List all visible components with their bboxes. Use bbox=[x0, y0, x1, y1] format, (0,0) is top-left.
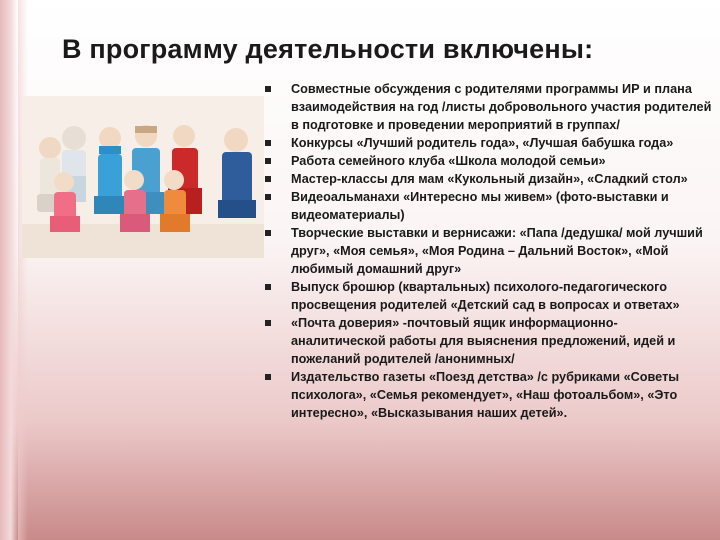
list-item: Конкурсы «Лучший родитель года», «Лучшая бабушка года» bbox=[262, 134, 712, 152]
square-bullet-icon bbox=[265, 320, 271, 326]
square-bullet-icon bbox=[265, 284, 271, 290]
square-bullet-icon bbox=[265, 230, 271, 236]
list-item: «Почта доверия» -почтовый ящик информационно-аналитической работы для выяснения предложений, идей и пожеланий родителей /анонимных/ bbox=[262, 314, 712, 368]
left-decorative-band bbox=[0, 0, 18, 540]
list-item: Издательство газеты «Поезд детства» /с рубриками «Советы психолога», «Семья рекомендует», «Наш фотоальбом», «Это интересно», «Высказывания наших детей». bbox=[262, 368, 712, 422]
square-bullet-icon bbox=[265, 86, 271, 92]
list-item: Творческие выставки и вернисажи: «Папа /дедушка/ мой лучший друг», «Моя семья», «Моя Родина – Дальний Восток», «Мой любимый домашний друг» bbox=[262, 224, 712, 278]
left-decorative-band-inner bbox=[18, 0, 28, 540]
list-item: Видеоальманахи «Интересно мы живем» (фото-выставки и видеоматериалы) bbox=[262, 188, 712, 224]
list-item: Мастер-классы для мам «Кукольный дизайн», «Сладкий стол» bbox=[262, 170, 712, 188]
knitted-dolls-photo bbox=[22, 96, 264, 258]
square-bullet-icon bbox=[265, 158, 271, 164]
program-activities-list bbox=[262, 80, 712, 422]
square-bullet-icon bbox=[265, 176, 271, 182]
square-bullet-icon bbox=[265, 140, 271, 146]
list-item: Выпуск брошюр (квартальных) психолого-педагогического просвещения родителей «Детский сад в вопросах и ответах» bbox=[262, 278, 712, 314]
list-item: Совместные обсуждения с родителями программы ИР и плана взаимодействия на год /листы добровольного участия родителей в подготовке и проведении мероприятий в группах/ bbox=[262, 80, 712, 134]
list-item: Работа семейного клуба «Школа молодой семьи» bbox=[262, 152, 712, 170]
knitted-dolls-illustration bbox=[22, 96, 264, 258]
square-bullet-icon bbox=[265, 374, 271, 380]
square-bullet-icon bbox=[265, 194, 271, 200]
slide-title: В программу деятельности включены: bbox=[62, 34, 594, 64]
